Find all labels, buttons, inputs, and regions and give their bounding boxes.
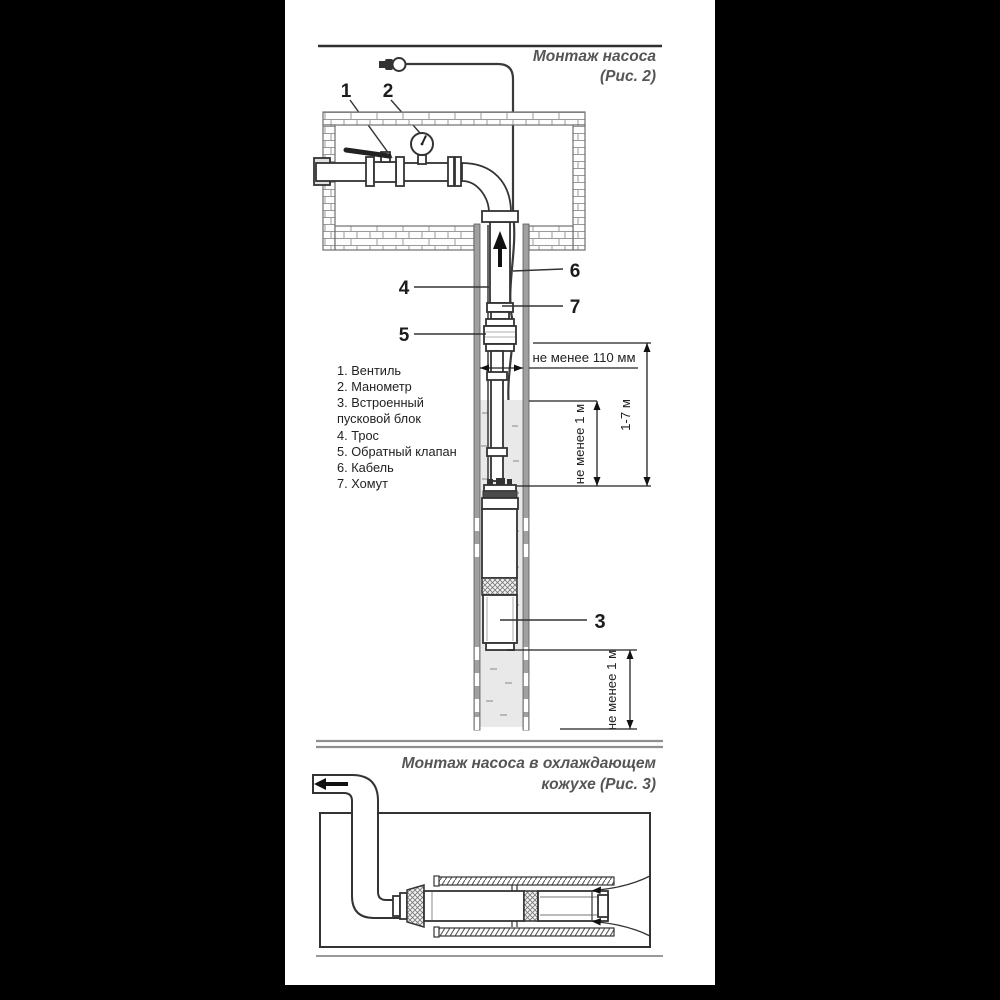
dimension-label-below-pump: не менее 1 м [604, 649, 619, 731]
pump-horizontal [393, 885, 608, 927]
figure2-title-line1: Монтаж насоса [532, 48, 656, 65]
pipe-elbow [462, 163, 511, 213]
check-valve [484, 319, 516, 351]
pump-body-horizontal [424, 891, 524, 921]
brick-wall-left [323, 125, 335, 250]
legend-line: 1. Вентиль [337, 363, 402, 378]
legend-line: пусковой блок [337, 411, 421, 426]
figure2-title-line2: (Рис. 2) [600, 68, 656, 85]
pump-head [484, 485, 516, 491]
riser-coupling [487, 372, 507, 380]
submersible-pump [482, 478, 518, 650]
pump-body [482, 509, 517, 578]
legend-line: 4. Трос [337, 428, 379, 443]
pump-coupling-nut [393, 896, 400, 916]
dimension-label-submersion-range: 1-7 м [618, 399, 633, 431]
figure3 [313, 755, 663, 956]
jacket-end-ring [434, 927, 439, 937]
legend-line: 2. Манометр [337, 379, 412, 394]
pump-coupling-nut [400, 893, 407, 919]
figure2 [314, 46, 662, 730]
legend-line: 7. Хомут [337, 476, 388, 491]
dimension-label-above-pump: не менее 1 м [572, 403, 587, 485]
dimension-label-well-diameter: не менее 110 мм [532, 350, 636, 365]
legend-line: 3. Встроенный [337, 395, 424, 410]
leader-cable [513, 269, 563, 271]
cable-clamp [487, 303, 513, 312]
brick-wall-top [323, 112, 585, 125]
power-plug-icon [379, 58, 406, 71]
jacket-end-ring [434, 876, 439, 886]
diagram-canvas [285, 0, 715, 985]
pump-strainer-horizontal [524, 891, 538, 921]
label-rope: 4 [398, 278, 410, 299]
brick-floor-left [335, 226, 474, 250]
brick-floor-right [529, 226, 573, 250]
riser-pipe-lower [491, 351, 503, 481]
label-valve: 1 [340, 81, 352, 102]
riser-coupling [487, 448, 507, 456]
pipe-flange [455, 157, 461, 186]
riser-pipe [491, 312, 509, 319]
pump-strainer [482, 578, 517, 595]
surface-piping [314, 133, 518, 222]
pressure-gauge [411, 133, 433, 164]
wellhead-collar [482, 211, 518, 222]
figure3-title-line2: кожухе (Рис. 3) [541, 776, 656, 793]
pump-motor-block [483, 595, 517, 643]
pump-motor-endcap [598, 895, 608, 917]
dimension-below-pump [604, 650, 634, 730]
label-check-valve: 5 [398, 325, 410, 346]
label-cable: 6 [569, 261, 581, 282]
label-clamp: 7 [569, 297, 581, 318]
pump-bottom-cap [486, 643, 514, 650]
label-gauge: 2 [382, 81, 394, 102]
pump-neck [482, 498, 518, 509]
cooling-jacket-wall-top [438, 877, 614, 885]
dimension-above-pump [572, 401, 601, 486]
pipe-flange [448, 157, 454, 186]
legend-line: 6. Кабель [337, 460, 394, 475]
parts-legend [337, 363, 457, 491]
brick-wall-right [573, 125, 585, 250]
cooling-jacket-wall-bottom [438, 928, 614, 936]
legend-line: 5. Обратный клапан [337, 444, 457, 459]
pump-adapter [407, 885, 424, 927]
valve-lever [346, 150, 389, 156]
figure3-title-line1: Монтаж насоса в охлаждающем [401, 755, 656, 772]
manual-page [285, 0, 715, 985]
section-divider [316, 741, 663, 747]
label-starter-block: 3 [594, 611, 606, 633]
